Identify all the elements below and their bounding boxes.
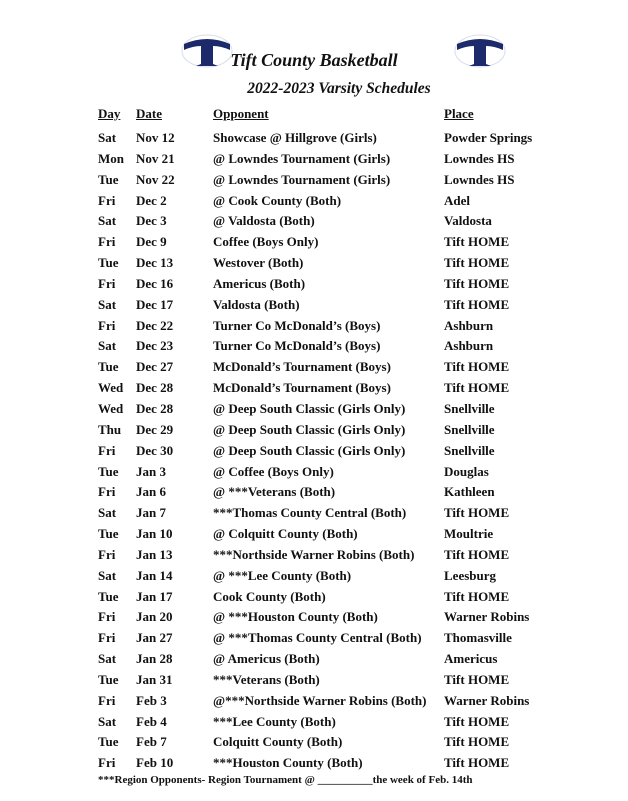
table-row bbox=[0, 565, 628, 586]
cell-day: Sat bbox=[98, 296, 117, 312]
page-subtitle: 2022-2023 Varsity Schedules bbox=[247, 80, 431, 97]
cell-opponent: Turner Co McDonald’s (Boys) bbox=[213, 338, 381, 354]
page-title: Tift County Basketball bbox=[230, 50, 398, 70]
cell-opponent: McDonald’s Tournament (Boys) bbox=[213, 359, 391, 375]
cell-opponent: @ Colquitt County (Both) bbox=[213, 526, 358, 542]
cell-day: Wed bbox=[98, 380, 124, 396]
cell-place: Americus bbox=[444, 651, 498, 667]
cell-opponent: @ Valdosta (Both) bbox=[213, 213, 315, 229]
cell-date: Jan 3 bbox=[136, 463, 166, 479]
table-row bbox=[0, 523, 628, 544]
cell-date: Jan 28 bbox=[136, 651, 173, 667]
table-row bbox=[0, 252, 628, 273]
cell-opponent: ***Veterans (Both) bbox=[213, 671, 320, 687]
cell-date: Feb 10 bbox=[136, 755, 174, 771]
cell-date: Feb 4 bbox=[136, 713, 167, 729]
cell-date: Dec 23 bbox=[136, 338, 174, 354]
cell-day: Fri bbox=[98, 484, 116, 500]
table-row bbox=[0, 315, 628, 336]
cell-day: Tue bbox=[98, 588, 119, 604]
table-row bbox=[0, 544, 628, 565]
cell-opponent: @ Cook County (Both) bbox=[213, 192, 342, 208]
cell-day: Fri bbox=[98, 442, 116, 458]
cell-date: Dec 30 bbox=[136, 442, 174, 458]
schedule-table bbox=[0, 127, 628, 773]
table-row bbox=[0, 627, 628, 648]
column-header-day: Day bbox=[98, 106, 121, 121]
table-row bbox=[0, 294, 628, 315]
cell-date: Jan 14 bbox=[136, 567, 173, 583]
cell-day: Tue bbox=[98, 734, 119, 750]
cell-opponent: Showcase @ Hillgrove (Girls) bbox=[213, 130, 377, 145]
column-header-opponent: Opponent bbox=[213, 106, 269, 121]
table-row bbox=[0, 752, 628, 773]
table-row bbox=[0, 127, 628, 148]
cell-day: Sat bbox=[98, 130, 117, 145]
cell-opponent: ***Houston County (Both) bbox=[213, 755, 363, 771]
cell-place: Adel bbox=[444, 192, 470, 208]
cell-opponent: @ ***Houston County (Both) bbox=[213, 609, 378, 625]
cell-opponent: @ ***Thomas County Central (Both) bbox=[213, 630, 422, 646]
cell-place: Warner Robins bbox=[444, 609, 530, 625]
table-row bbox=[0, 606, 628, 627]
table-row bbox=[0, 231, 628, 252]
table-row bbox=[0, 481, 628, 502]
cell-opponent: Westover (Both) bbox=[213, 255, 304, 271]
cell-place: Thomasville bbox=[444, 630, 512, 646]
cell-day: Tue bbox=[98, 359, 119, 375]
cell-place: Snellville bbox=[444, 421, 495, 437]
cell-day: Sat bbox=[98, 338, 117, 354]
cell-date: Jan 10 bbox=[136, 526, 173, 542]
cell-opponent: Turner Co McDonald’s (Boys) bbox=[213, 317, 381, 333]
footer-note: ***Region Opponents- Region Tournament @ __________the week of Feb. 14th bbox=[98, 774, 473, 786]
cell-date: Jan 13 bbox=[136, 546, 173, 562]
table-row bbox=[0, 502, 628, 523]
cell-opponent: @ Deep South Classic (Girls Only) bbox=[213, 442, 406, 458]
cell-date: Dec 22 bbox=[136, 317, 174, 333]
cell-day: Sat bbox=[98, 651, 117, 667]
cell-date: Feb 3 bbox=[136, 692, 167, 708]
cell-date: Dec 27 bbox=[136, 359, 174, 375]
cell-day: Tue bbox=[98, 171, 119, 187]
table-row bbox=[0, 648, 628, 669]
cell-date: Jan 31 bbox=[136, 671, 173, 687]
cell-opponent: ***Lee County (Both) bbox=[213, 713, 336, 729]
cell-place: Warner Robins bbox=[444, 692, 530, 708]
cell-place: Tift HOME bbox=[444, 296, 510, 312]
cell-date: Dec 29 bbox=[136, 421, 174, 437]
cell-date: Nov 22 bbox=[136, 171, 175, 187]
cell-date: Nov 21 bbox=[136, 150, 175, 166]
cell-day: Tue bbox=[98, 463, 119, 479]
table-row bbox=[0, 273, 628, 294]
cell-date: Dec 17 bbox=[136, 296, 174, 312]
cell-opponent: @ Lowndes Tournament (Girls) bbox=[213, 171, 391, 187]
cell-date: Dec 3 bbox=[136, 213, 167, 229]
cell-place: Kathleen bbox=[444, 484, 495, 500]
cell-place: Tift HOME bbox=[444, 588, 510, 604]
cell-day: Fri bbox=[98, 546, 116, 562]
cell-opponent: @ Deep South Classic (Girls Only) bbox=[213, 400, 406, 416]
cell-place: Lowndes HS bbox=[444, 150, 515, 166]
table-row bbox=[0, 190, 628, 211]
cell-date: Dec 16 bbox=[136, 275, 174, 291]
cell-opponent: Colquitt County (Both) bbox=[213, 734, 343, 750]
table-row bbox=[0, 398, 628, 419]
cell-day: Sat bbox=[98, 213, 117, 229]
cell-place: Tift HOME bbox=[444, 359, 510, 375]
cell-date: Jan 17 bbox=[136, 588, 173, 604]
cell-date: Jan 6 bbox=[136, 484, 166, 500]
cell-date: Dec 28 bbox=[136, 380, 174, 396]
table-row bbox=[0, 377, 628, 398]
cell-day: Fri bbox=[98, 234, 116, 250]
cell-opponent: Cook County (Both) bbox=[213, 588, 326, 604]
cell-date: Dec 9 bbox=[136, 234, 167, 250]
table-row bbox=[0, 461, 628, 482]
cell-place: Tift HOME bbox=[444, 234, 510, 250]
cell-place: Tift HOME bbox=[444, 380, 510, 396]
table-row bbox=[0, 148, 628, 169]
cell-opponent: @ Americus (Both) bbox=[213, 651, 320, 667]
table-row bbox=[0, 210, 628, 231]
cell-day: Tue bbox=[98, 526, 119, 542]
cell-place: Tift HOME bbox=[444, 255, 510, 271]
cell-place: Leesburg bbox=[444, 567, 496, 583]
column-header-place: Place bbox=[444, 106, 474, 121]
column-header-date: Date bbox=[136, 106, 162, 121]
table-row bbox=[0, 356, 628, 377]
cell-opponent: @ Coffee (Boys Only) bbox=[213, 463, 334, 479]
cell-opponent: ***Northside Warner Robins (Both) bbox=[213, 546, 415, 562]
table-row bbox=[0, 690, 628, 711]
cell-opponent: @ ***Veterans (Both) bbox=[213, 484, 336, 500]
cell-date: Feb 7 bbox=[136, 734, 167, 750]
cell-day: Thu bbox=[98, 421, 122, 437]
cell-place: Ashburn bbox=[444, 317, 494, 333]
table-row bbox=[0, 419, 628, 440]
cell-day: Fri bbox=[98, 192, 116, 208]
cell-place: Valdosta bbox=[444, 213, 492, 229]
cell-place: Snellville bbox=[444, 442, 495, 458]
cell-date: Nov 12 bbox=[136, 130, 175, 145]
cell-day: Sat bbox=[98, 567, 117, 583]
cell-date: Dec 28 bbox=[136, 400, 174, 416]
cell-day: Fri bbox=[98, 609, 116, 625]
cell-place: Tift HOME bbox=[444, 713, 510, 729]
cell-day: Wed bbox=[98, 400, 124, 416]
cell-place: Moultrie bbox=[444, 526, 494, 542]
cell-place: Tift HOME bbox=[444, 734, 510, 750]
cell-day: Tue bbox=[98, 671, 119, 687]
cell-place: Snellville bbox=[444, 400, 495, 416]
cell-opponent: Coffee (Boys Only) bbox=[213, 234, 319, 250]
cell-date: Jan 27 bbox=[136, 630, 173, 646]
cell-opponent: McDonald’s Tournament (Boys) bbox=[213, 380, 391, 396]
cell-date: Dec 2 bbox=[136, 192, 167, 208]
cell-day: Fri bbox=[98, 630, 116, 646]
cell-day: Sat bbox=[98, 505, 117, 521]
cell-day: Fri bbox=[98, 692, 116, 708]
cell-opponent: Americus (Both) bbox=[213, 275, 306, 291]
table-row bbox=[0, 711, 628, 732]
cell-day: Fri bbox=[98, 275, 116, 291]
cell-place: Ashburn bbox=[444, 338, 494, 354]
cell-date: Jan 20 bbox=[136, 609, 173, 625]
table-row bbox=[0, 586, 628, 607]
cell-place: Tift HOME bbox=[444, 671, 510, 687]
cell-opponent: @***Northside Warner Robins (Both) bbox=[213, 692, 427, 708]
cell-day: Fri bbox=[98, 317, 116, 333]
cell-place: Tift HOME bbox=[444, 546, 510, 562]
cell-day: Fri bbox=[98, 755, 116, 771]
cell-date: Jan 7 bbox=[136, 505, 166, 521]
cell-place: Douglas bbox=[444, 463, 489, 479]
cell-place: Tift HOME bbox=[444, 755, 510, 771]
table-row bbox=[0, 440, 628, 461]
cell-place: Lowndes HS bbox=[444, 171, 515, 187]
cell-day: Sat bbox=[98, 713, 117, 729]
cell-opponent: @ ***Lee County (Both) bbox=[213, 567, 352, 583]
cell-opponent: ***Thomas County Central (Both) bbox=[213, 505, 407, 521]
cell-place: Tift HOME bbox=[444, 505, 510, 521]
table-row bbox=[0, 169, 628, 190]
cell-day: Tue bbox=[98, 255, 119, 271]
table-row bbox=[0, 335, 628, 356]
cell-opponent: Valdosta (Both) bbox=[213, 296, 300, 312]
cell-place: Tift HOME bbox=[444, 275, 510, 291]
table-row bbox=[0, 731, 628, 752]
cell-opponent: @ Lowndes Tournament (Girls) bbox=[213, 150, 391, 166]
cell-opponent: @ Deep South Classic (Girls Only) bbox=[213, 421, 406, 437]
cell-place: Powder Springs bbox=[444, 130, 533, 145]
cell-day: Mon bbox=[98, 150, 124, 166]
cell-date: Dec 13 bbox=[136, 255, 174, 271]
table-row bbox=[0, 669, 628, 690]
